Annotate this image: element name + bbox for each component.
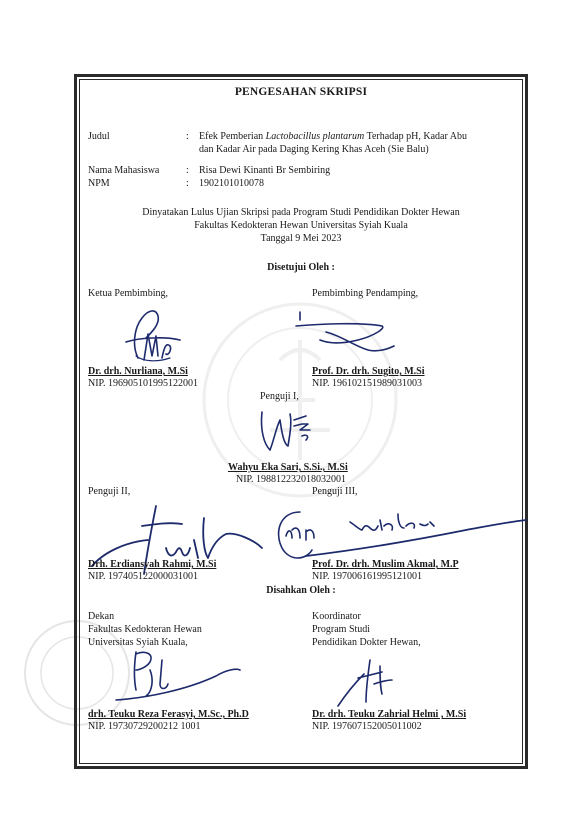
- penguji1-name: Wahyu Eka Sari, S.Si., M.Si: [228, 462, 348, 473]
- penguji1-signature: [254, 400, 324, 460]
- koordinator-name: Dr. drh. Teuku Zahrial Helmi , M.Si: [312, 709, 467, 720]
- koordinator-role-line1: Koordinator: [312, 611, 361, 622]
- dekan-nip: NIP. 19730729200212 1001: [88, 721, 201, 732]
- pendamping-role: Pembimbing Pendamping,: [312, 288, 419, 299]
- npm-value: 1902101010078: [199, 178, 264, 189]
- judul-line1: [199, 131, 467, 143]
- penguji3-nip: NIP. 197006161995121001: [312, 571, 423, 582]
- pendamping-nip: NIP. 196102151989031003: [312, 378, 423, 389]
- penguji1-role: Penguji I,: [260, 391, 299, 402]
- penguji3-name: Prof. Dr. drh. Muslim Akmal, M.P: [312, 559, 459, 570]
- ketua-nip: NIP. 196905101995122001: [88, 378, 199, 389]
- statement-line2: Fakultas Kedokteran Hewan Universitas Syiah Kuala: [194, 220, 408, 231]
- pendamping-name: Prof. Dr. drh. Sugito, M.Si: [312, 366, 425, 377]
- judul-label: Judul: [88, 131, 110, 142]
- approved-heading: Disetujui Oleh :: [267, 262, 335, 273]
- statement-line1: Dinyatakan Lulus Ujian Skripsi pada Program Studi Pendidikan Dokter Hewan: [142, 207, 460, 218]
- koordinator-nip: NIP. 197607152005011002: [312, 721, 422, 732]
- judul-colon: :: [186, 131, 189, 142]
- judul-line1-post: Terhadap pH, Kadar Abu: [364, 131, 467, 142]
- judul-species: Lactobacillus plantarum: [265, 131, 365, 142]
- penguji2-name: Drh. Erdiansyah Rahmi, M.Si: [88, 559, 217, 570]
- ketua-name: Dr. drh. Nurliana, M.Si: [88, 366, 188, 377]
- ketua-signature: [118, 298, 188, 368]
- statement-date: Tanggal 9 Mei 2023: [260, 233, 342, 244]
- npm-colon: :: [186, 178, 189, 189]
- penguji2-nip: NIP. 197405122000031001: [88, 571, 199, 582]
- nama-colon: :: [186, 165, 189, 176]
- koordinator-role-line2: Program Studi: [312, 624, 371, 635]
- npm-label: NPM: [88, 178, 110, 189]
- page-title: PENGESAHAN SKRIPSI: [234, 86, 368, 98]
- dekan-role-line1: Dekan: [88, 611, 115, 622]
- penguji1-nip: NIP. 198812232018032001: [236, 474, 347, 485]
- nama-label: Nama Mahasiswa: [88, 165, 160, 176]
- penguji2-role: Penguji II,: [88, 486, 131, 497]
- nama-value: Risa Dewi Kinanti Br Sembiring: [199, 165, 331, 176]
- dekan-role-line3: Universitas Syiah Kuala,: [88, 637, 188, 648]
- ratified-heading: Disahkan Oleh :: [266, 585, 336, 596]
- dekan-role-line2: Fakultas Kedokteran Hewan: [88, 624, 202, 635]
- judul-line2: dan Kadar Air pada Daging Kering Khas Aceh (Sie Balu): [199, 144, 429, 155]
- koordinator-signature: [330, 650, 410, 710]
- penguji3-role: Penguji III,: [312, 486, 358, 497]
- ketua-role: Ketua Pembimbing,: [88, 288, 168, 299]
- judul-line1-pre: Efek Pemberian: [199, 131, 266, 142]
- dekan-signature: [106, 640, 246, 710]
- pendamping-signature: [290, 306, 400, 362]
- dekan-name: drh. Teuku Reza Ferasyi, M.Sc., Ph.D: [88, 709, 249, 720]
- koordinator-role-line3: Pendidikan Dokter Hewan,: [312, 637, 421, 648]
